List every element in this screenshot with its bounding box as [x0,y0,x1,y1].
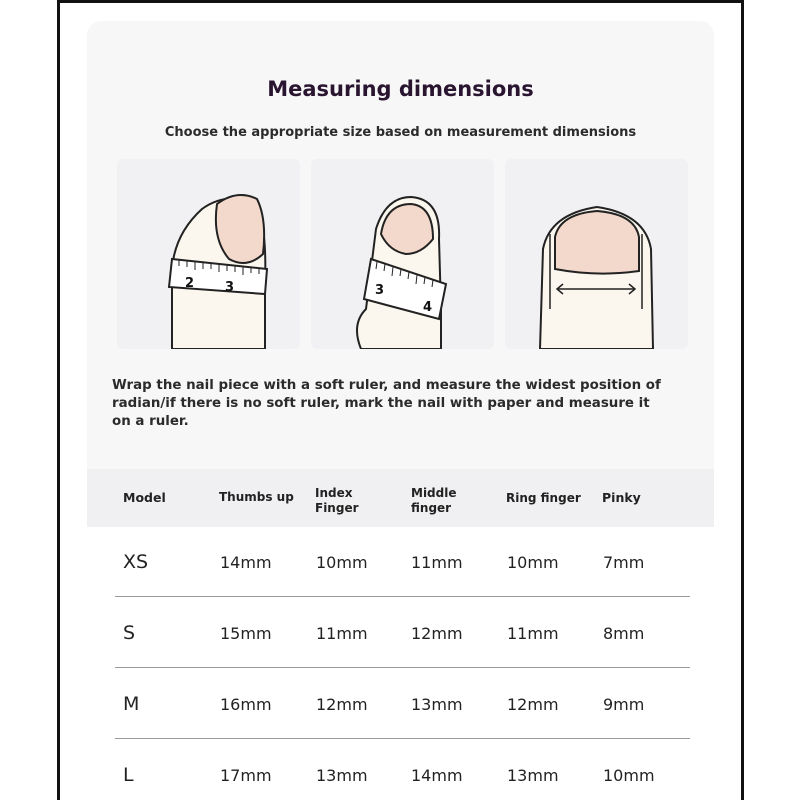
cell-thumb: 15mm [220,624,272,643]
header-ring: Ring finger [506,491,581,505]
page-title: Measuring dimensions [267,77,534,101]
cell-middle: 13mm [411,695,463,714]
cell-pinky: 8mm [603,624,645,643]
page-subtitle: Choose the appropriate size based on measurement dimensions [164,125,637,140]
cell-middle: 11mm [411,553,463,572]
illustration-index-measure [311,159,494,349]
cell-thumb: 14mm [220,553,272,572]
cell-index: 13mm [316,766,368,785]
cell-middle: 14mm [411,766,463,785]
row-divider [115,667,690,668]
cell-ring: 13mm [507,766,559,785]
cell-index: 12mm [316,695,368,714]
table-row [87,669,714,739]
row-divider [115,596,690,597]
table-row [87,598,714,668]
ruler-mark: 2 [185,276,195,291]
table-body [87,527,714,800]
cell-ring: 10mm [507,553,559,572]
cell-thumb: 17mm [220,766,272,785]
cell-pinky: 7mm [603,553,645,572]
cell-ring: 12mm [507,695,559,714]
cell-pinky: 9mm [603,695,645,714]
image-frame [57,0,744,800]
table-row [87,527,714,597]
header-middle: Middle finger [411,486,457,515]
ruler-mark: 3 [225,280,235,295]
cell-model: S [123,622,136,644]
cell-middle: 12mm [411,624,463,643]
ruler-mark: 4 [423,300,433,315]
row-divider [115,738,690,739]
header-index: Index Finger [315,486,359,515]
illustration-nail-width-measure [505,159,688,349]
cell-model: L [123,764,134,786]
size-guide-card [87,21,714,800]
header-thumb: Thumbs up [219,490,294,504]
header-pinky: Pinky [602,490,641,505]
cell-index: 11mm [316,624,368,643]
cell-ring: 11mm [507,624,559,643]
cell-index: 10mm [316,553,368,572]
table-row [87,740,714,800]
header-model: Model [123,490,166,505]
measurement-instructions: Wrap the nail piece with a soft ruler, and measure the widest position of radian/if there is no soft ruler, mark the nail with paper and measure it on a ruler. [112,378,661,429]
illustration-thumb-measure [117,159,300,349]
cell-thumb: 16mm [220,695,272,714]
ruler-mark: 3 [375,283,385,298]
size-table [87,469,714,800]
table-header [87,469,714,527]
cell-model: M [123,693,140,715]
cell-pinky: 10mm [603,766,655,785]
cell-model: XS [123,551,149,573]
